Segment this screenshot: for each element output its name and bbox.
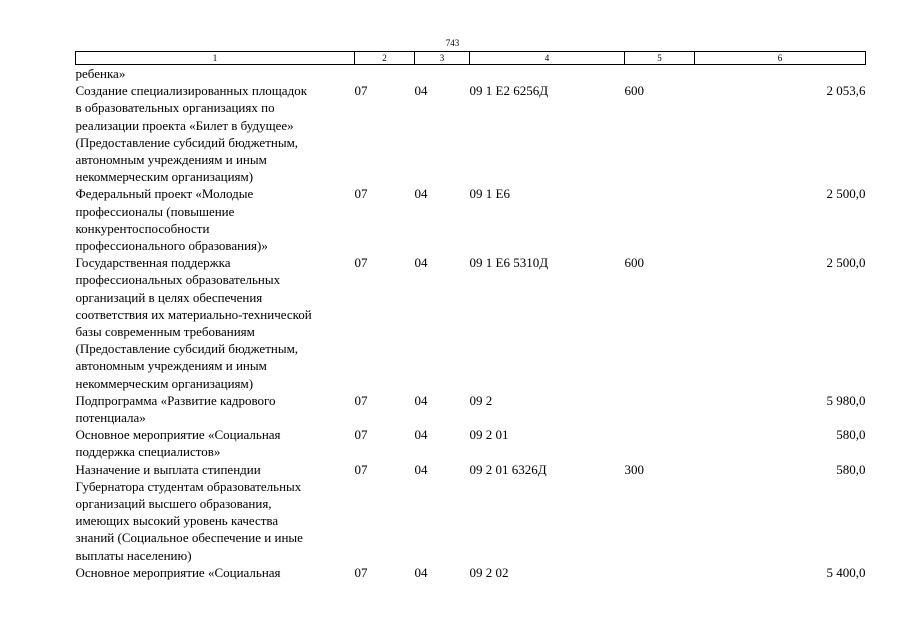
- header-col-5: 5: [625, 52, 695, 65]
- row-subsection: 04: [414, 186, 428, 202]
- continuation-row: [76, 65, 866, 83]
- row-target-article: 09 2 01: [469, 427, 509, 443]
- table-row: [76, 185, 866, 254]
- row-expense-type: [625, 426, 695, 460]
- header-col-3: 3: [415, 52, 470, 65]
- row-name: [76, 426, 355, 460]
- table-header: [76, 52, 866, 65]
- row-section: 07: [354, 186, 368, 202]
- row-section: 07: [354, 392, 368, 408]
- row-name-line: Назначение и выплата стипендии: [75, 461, 261, 477]
- table-row: [76, 564, 866, 581]
- row-name-line: выплаты населению): [75, 547, 192, 563]
- row-name-line: знаний (Социальное обеспечение и иные: [75, 530, 303, 546]
- row-expense-type: [625, 185, 695, 254]
- row-amount: 580,0: [836, 427, 866, 443]
- row-target-article: 09 2: [469, 392, 493, 408]
- row-name-line: поддержка специалистов»: [75, 444, 221, 460]
- row-expense-type: [625, 564, 695, 581]
- row-subsection: 04: [414, 83, 428, 99]
- row-section: 07: [354, 427, 368, 443]
- row-subsection: 04: [414, 461, 428, 477]
- row-name-line: базы современным требованиям: [75, 324, 255, 340]
- row-name-line: Федеральный проект «Молодые: [75, 186, 254, 202]
- row-name-line: реализации проекта «Билет в будущее»: [75, 117, 294, 133]
- row-name-line: (Предоставление субсидий бюджетным,: [75, 134, 299, 150]
- row-amount: 580,0: [836, 461, 866, 477]
- header-col-6: 6: [695, 52, 866, 65]
- row-target-article: 09 1 E6 5310Д: [469, 255, 549, 271]
- row-section: 07: [354, 255, 368, 271]
- row-subsection: 04: [414, 392, 428, 408]
- table-body: [76, 65, 866, 582]
- row-name-line: Создание специализированных площадок: [75, 83, 308, 99]
- row-subsection: 04: [414, 255, 428, 271]
- row-name: [76, 392, 355, 426]
- row-name-line: Основное мероприятие «Социальная: [75, 427, 281, 443]
- row-name-line: (Предоставление субсидий бюджетным,: [75, 341, 299, 357]
- table-row: [76, 426, 866, 460]
- row-section: 07: [354, 564, 368, 580]
- row-name-line: некоммерческим организациям): [75, 169, 254, 185]
- budget-table: [75, 51, 866, 581]
- row-name-line: профессионалы (повышение: [75, 203, 235, 219]
- row-expense-type: 300: [624, 461, 644, 477]
- row-name-line: Основное мероприятие «Социальная: [75, 564, 281, 580]
- row-name: [76, 461, 355, 564]
- row-name-line: некоммерческим организациям): [75, 375, 254, 391]
- header-col-4: 4: [470, 52, 625, 65]
- row-name-line: профессиональных образовательных: [75, 272, 281, 288]
- row-expense-type: 600: [624, 255, 644, 271]
- row-name-line: автономным учреждениям и иным: [75, 152, 267, 168]
- row-expense-type: 600: [624, 83, 644, 99]
- row-section: 07: [354, 83, 368, 99]
- row-name-line: Подпрограмма «Развитие кадрового: [75, 392, 276, 408]
- row-name-line: организаций высшего образования,: [75, 496, 272, 512]
- table-row: [76, 254, 866, 392]
- row-name: [76, 254, 355, 392]
- page-number: 743: [445, 38, 460, 48]
- row-amount: 5 980,0: [826, 392, 866, 408]
- row-amount: 2 500,0: [826, 186, 866, 202]
- row-target-article: 09 2 01 6326Д: [469, 461, 547, 477]
- row-name-line: соответствия их материально-технической: [75, 306, 312, 322]
- table-row: [76, 392, 866, 426]
- row-name-line: Государственная поддержка: [75, 255, 231, 271]
- table-row: [76, 82, 866, 185]
- row-name: [76, 82, 355, 185]
- row-name: [76, 185, 355, 254]
- row-name-line: автономным учреждениям и иным: [75, 358, 267, 374]
- row-subsection: 04: [414, 427, 428, 443]
- row-name-line: потенциала»: [75, 410, 146, 426]
- row-target-article: 09 2 02: [469, 564, 509, 580]
- continuation-text: ребенка»: [75, 66, 126, 81]
- row-name-line: Губернатора студентам образовательных: [75, 478, 302, 494]
- table-row: [76, 461, 866, 564]
- row-name-line: профессионального образования)»: [75, 238, 268, 254]
- row-expense-type: [625, 392, 695, 426]
- row-name-line: имеющих высокий уровень качества: [75, 513, 279, 529]
- header-col-2: 2: [355, 52, 415, 65]
- row-name-line: организаций в целях обеспечения: [75, 289, 263, 305]
- row-name: [76, 564, 355, 581]
- row-amount: 2 500,0: [826, 255, 866, 271]
- row-name-line: конкурентоспособности: [75, 220, 210, 236]
- row-subsection: 04: [414, 564, 428, 580]
- header-col-1: 1: [76, 52, 355, 65]
- row-amount: 5 400,0: [826, 564, 866, 580]
- row-section: 07: [354, 461, 368, 477]
- row-target-article: 09 1 E2 6256Д: [469, 83, 549, 99]
- row-amount: 2 053,6: [826, 83, 866, 99]
- row-target-article: 09 1 E6: [469, 186, 510, 202]
- row-name-line: в образовательных организациях по: [75, 100, 275, 116]
